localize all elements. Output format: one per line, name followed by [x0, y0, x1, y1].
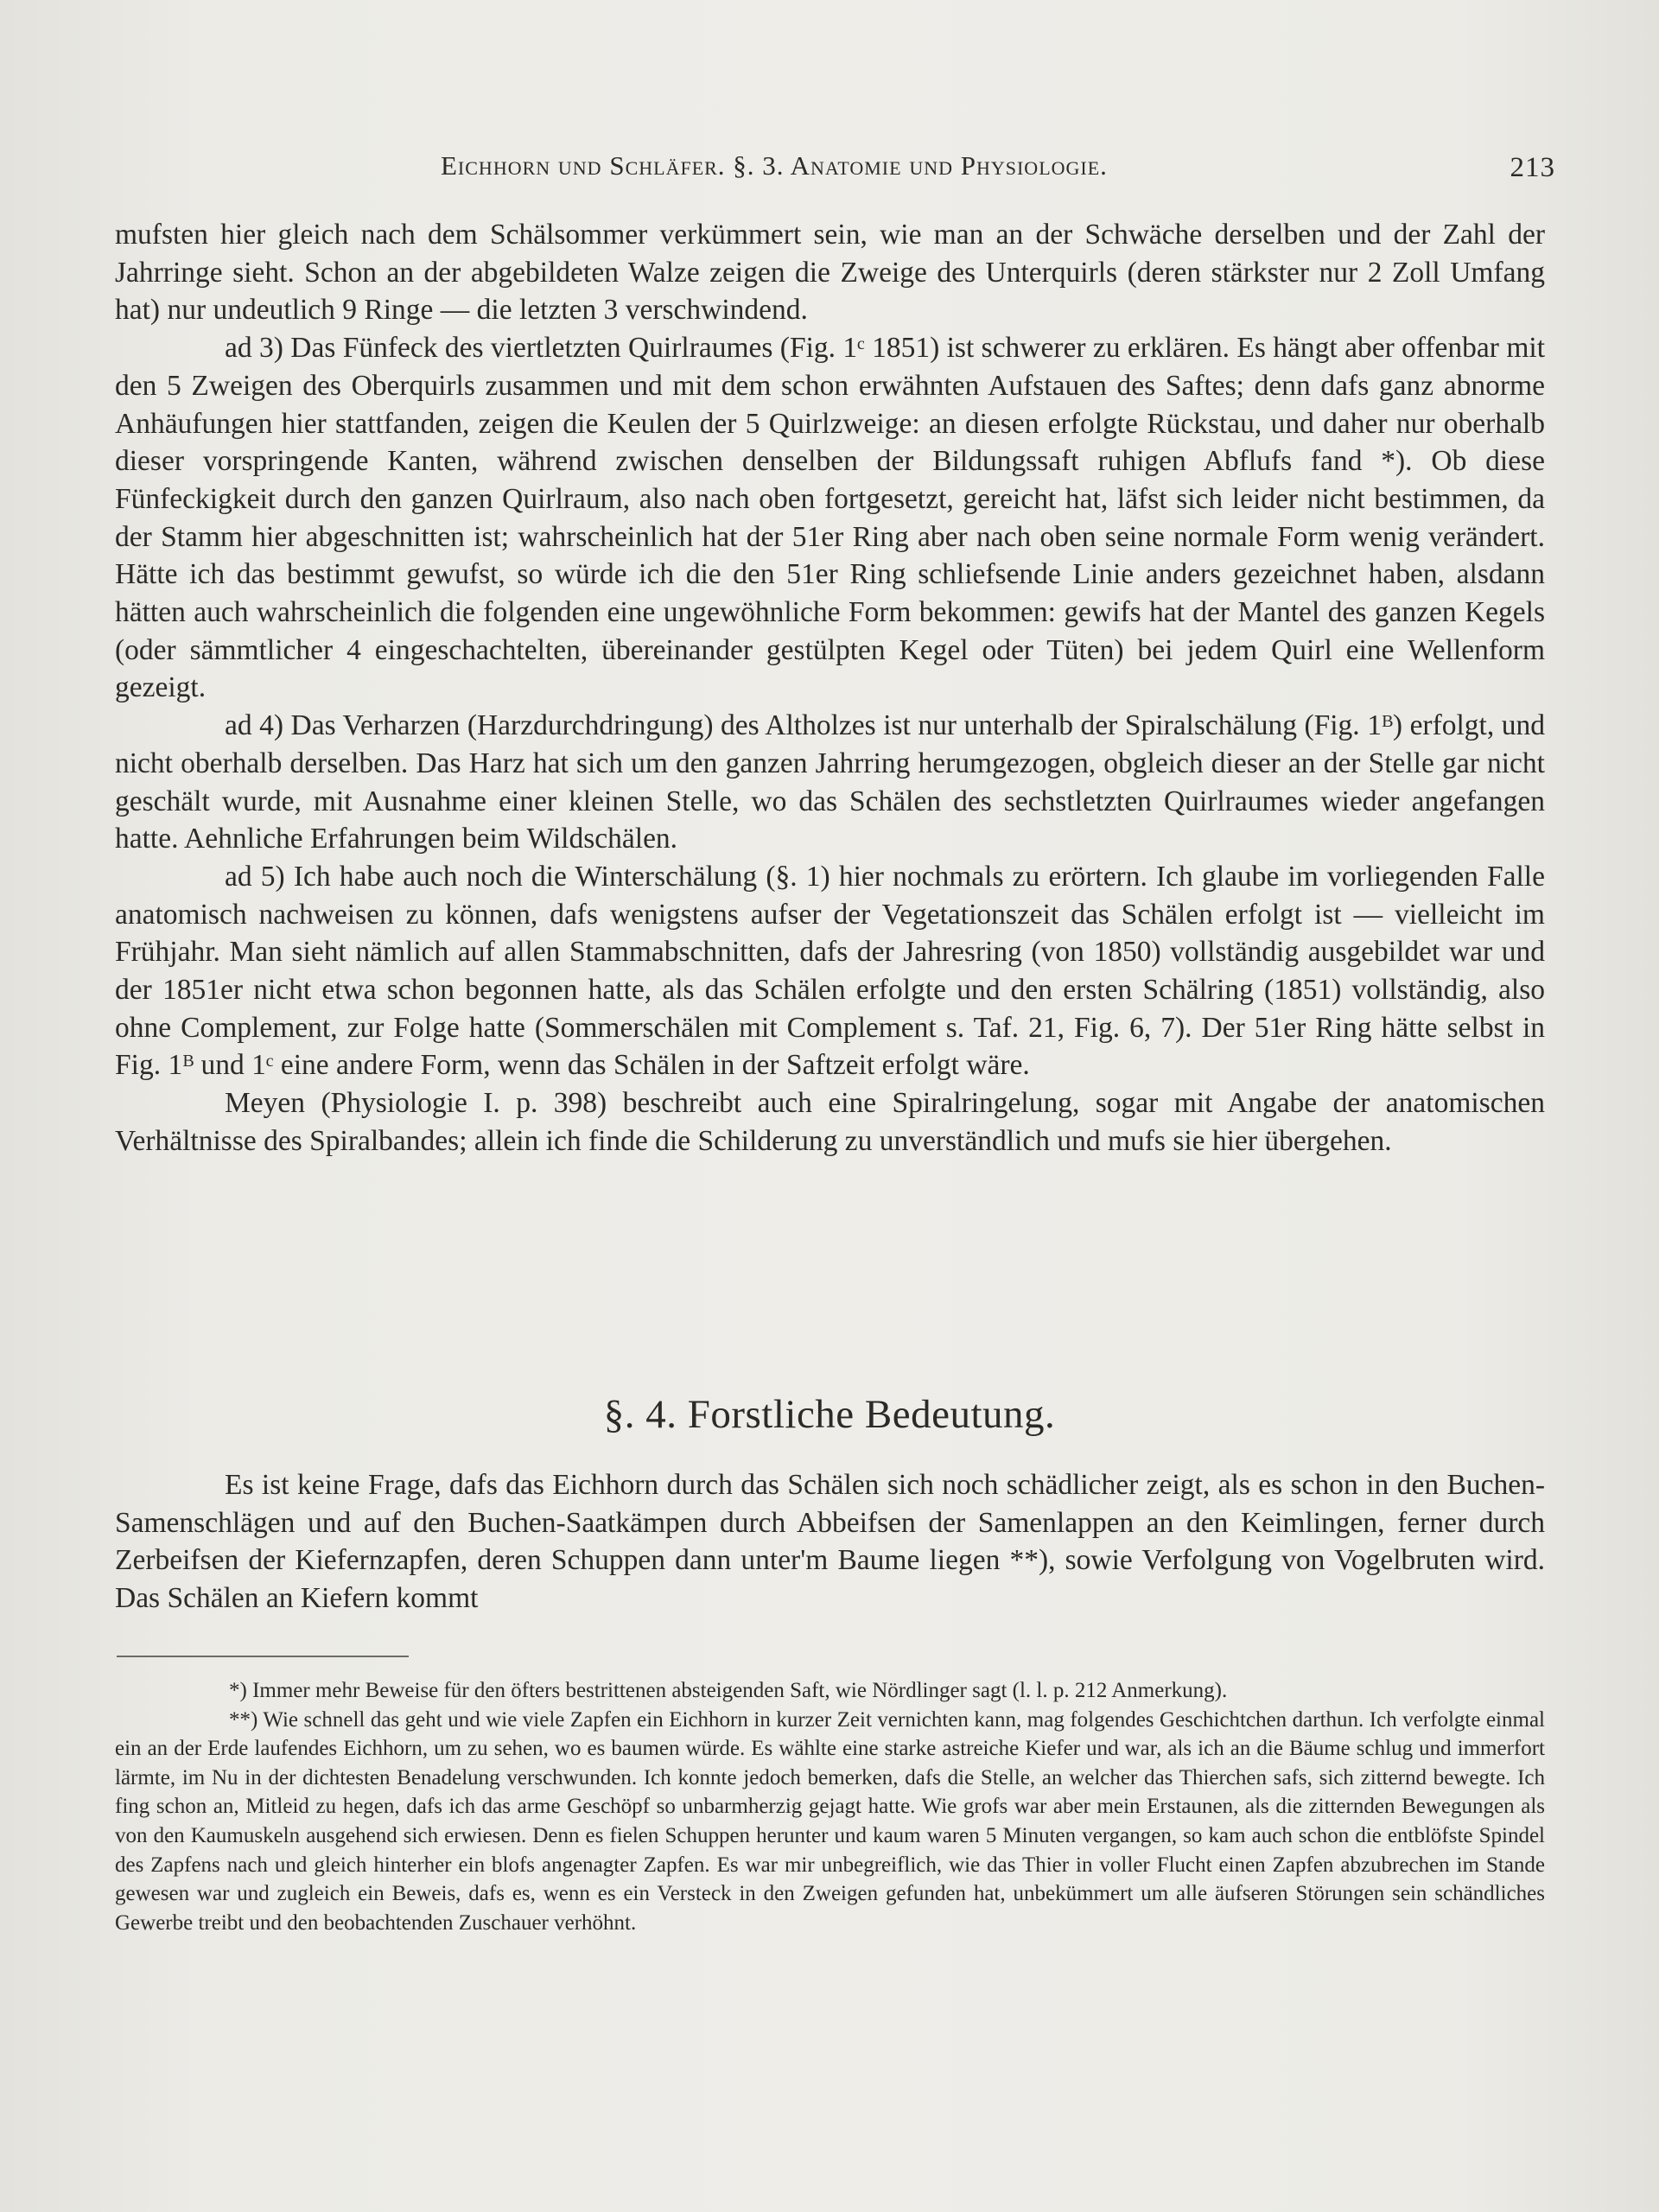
- paragraph: ad 5) Ich habe auch noch die Winterschälung (§. 1) hier nochmals zu erörtern. Ich glaube im vorliegenden Falle anatomisch nachweisen zu können, dafs wenigstens aufser der Vegetationszeit das Schälen erfolgt ist — vielleicht im Frühjahr. Man sieht nämlich auf allen Stammabschnitten, dafs der Jahresring (von 1850) vollständig ausgebildet war und der 1851er nicht etwa schon begonnen hatte, als das Schälen erfolgte und den ersten Schälring (1851) vollständig, also ohne Complement, zur Folge hatte (Sommerschälen mit Complement s. Taf. 21, Fig. 6, 7). Der 51er Ring hätte selbst in Fig. 1ᴮ und 1ᶜ eine andere Form, wenn das Schälen in der Saftzeit erfolgt wäre.: [115, 860, 1545, 1082]
- body-text-upper: [115, 216, 1545, 1160]
- footnote: **) Wie schnell das geht und wie viele Zapfen ein Eichhorn in kurzer Zeit vernichten kann, mag folgendes Geschichtchen darthun. Ich verfolgte einmal ein an der Erde laufendes Eichhorn, um zu sehen, wo es baumen würde. Es wählte eine starke astreiche Kiefer und war, als ich an die Bäume schlug und immerfort lärmte, im Nu in der dichtesten Benadelung verschwunden. Ich konnte jedoch bemerken, dafs die Stelle, an welcher das Thierchen safs, sich zitternd bewegte. Ich fing schon an, Mitleid zu hegen, dafs ich das arme Geschöpf so unbarmherzig gejagt hatte. Wie grofs war aber mein Erstaunen, als die zitternden Bewegungen als von den Kaumuskeln ausgehend sich erwiesen. Denn es fielen Schuppen herunter und kaum waren 5 Minuten vergangen, so kam auch schon die entblöfste Spindel des Zapfens nach und gleich hinterher ein blofs angenagter Zapfen. Es war mir unbegreiflich, wie das Thier in voller Flucht einen Zapfen abzubrechen im Stande gewesen war und zugleich ein Beweis, dafs es, wenn es ein Versteck in den Zweigen gefunden hat, unbekümmert um alle äufseren Störungen sein schändliches Gewerbe treibt und den beobachtenden Zuschauer verhöhnt.: [115, 1707, 1545, 1935]
- paragraph: Meyen (Physiologie I. p. 398) beschreibt auch eine Spiralringelung, sogar mit Angabe der anatomischen Verhältnisse des Spiralbandes; allein ich finde die Schilderung zu unverständlich und mufs sie hier übergehen.: [115, 1087, 1545, 1157]
- paragraph: ad 4) Das Verharzen (Harzdurchdringung) des Altholzes ist nur unterhalb der Spiralschälung (Fig. 1ᴮ) erfolgt, und nicht oberhalb derselben. Das Harz hat sich um den ganzen Jahrring herumgezogen, obgleich dieser an der Stelle gar nicht geschält wurde, mit Ausnahme einer kleinen Stelle, wo das Schälen des sechstletzten Quirlraumes wieder angefangen hatte. Aehnliche Erfahrungen beim Wildschälen.: [115, 709, 1545, 855]
- footnote-rule: [117, 1656, 409, 1657]
- footnotes: [115, 1676, 1545, 1937]
- paragraph: Es ist keine Frage, dafs das Eichhorn durch das Schälen sich noch schädlicher zeigt, als es schon in den Buchen-Samenschlägen und auf den Buchen-Saatkämpen durch Abbeifsen der Samenlappen an den Keimlingen, ferner durch Zerbeifsen der Kiefernzapfen, deren Schuppen dann unter'm Baume liegen **), sowie Verfolgung von Vogelbruten wird. Das Schälen an Kiefern kommt: [115, 1469, 1545, 1615]
- footnote: *) Immer mehr Beweise für den öfters bestrittenen absteigenden Saft, wie Nördlinger sagt (l. l. p. 212 Anmerkung).: [229, 1679, 1228, 1702]
- running-title: Eichhorn und Schläfer. §. 3. Anatomie und Physiologie.: [441, 150, 1108, 181]
- paragraph: ad 3) Das Fünfeck des viertletzten Quirlraumes (Fig. 1ᶜ 1851) ist schwerer zu erklären. Es hängt aber offenbar mit den 5 Zweigen des Oberquirls zusammen und mit dem schon erwähnten Aufstauen des Saftes; denn dafs ganz abnorme Anhäufungen hier stattfanden, zeigen die Keulen der 5 Quirlzweige: an diesen erfolgte Rückstau, und daher nur oberhalb dieser vorspringende Kanten, während zwischen denselben der Bildungssaft ruhigen Abflufs fand *). Ob diese Fünfeckigkeit durch den ganzen Quirlraum, also nach oben fortgesetzt, gereicht hat, läfst sich leider nicht bestimmen, da der Stamm hier abgeschnitten ist; wahrscheinlich hat der 51er Ring aber nach oben seine normale Form wenig verändert. Hätte ich das bestimmt gewufst, so würde ich die den 51er Ring schliefsende Linie anders gezeichnet haben, alsdann hätten auch wahrscheinlich die folgenden eine ungewöhnliche Form bekommen: gewifs hat der Mantel des ganzen Kegels (oder sämmtlicher 4 eingeschachtelten, übereinander gestülpten Kegel oder Tüten) bei jedem Quirl eine Wellenform gezeigt.: [115, 332, 1545, 704]
- paragraph: mufsten hier gleich nach dem Schälsommer verkümmert sein, wie man an der Schwäche derselben und der Zahl der Jahrringe sieht. Schon an der abgebildeten Walze zeigen die Zweige des Unterquirls (deren stärkster nur 2 Zoll Umfang hat) nur undeutlich 9 Ringe — die letzten 3 verschwindend.: [115, 219, 1545, 327]
- section-heading: §. 4. Forstliche Bedeutung.: [603, 1392, 1056, 1437]
- page-number: 213: [1510, 152, 1555, 183]
- running-head: [117, 145, 1555, 188]
- body-text-lower: [115, 1466, 1545, 1618]
